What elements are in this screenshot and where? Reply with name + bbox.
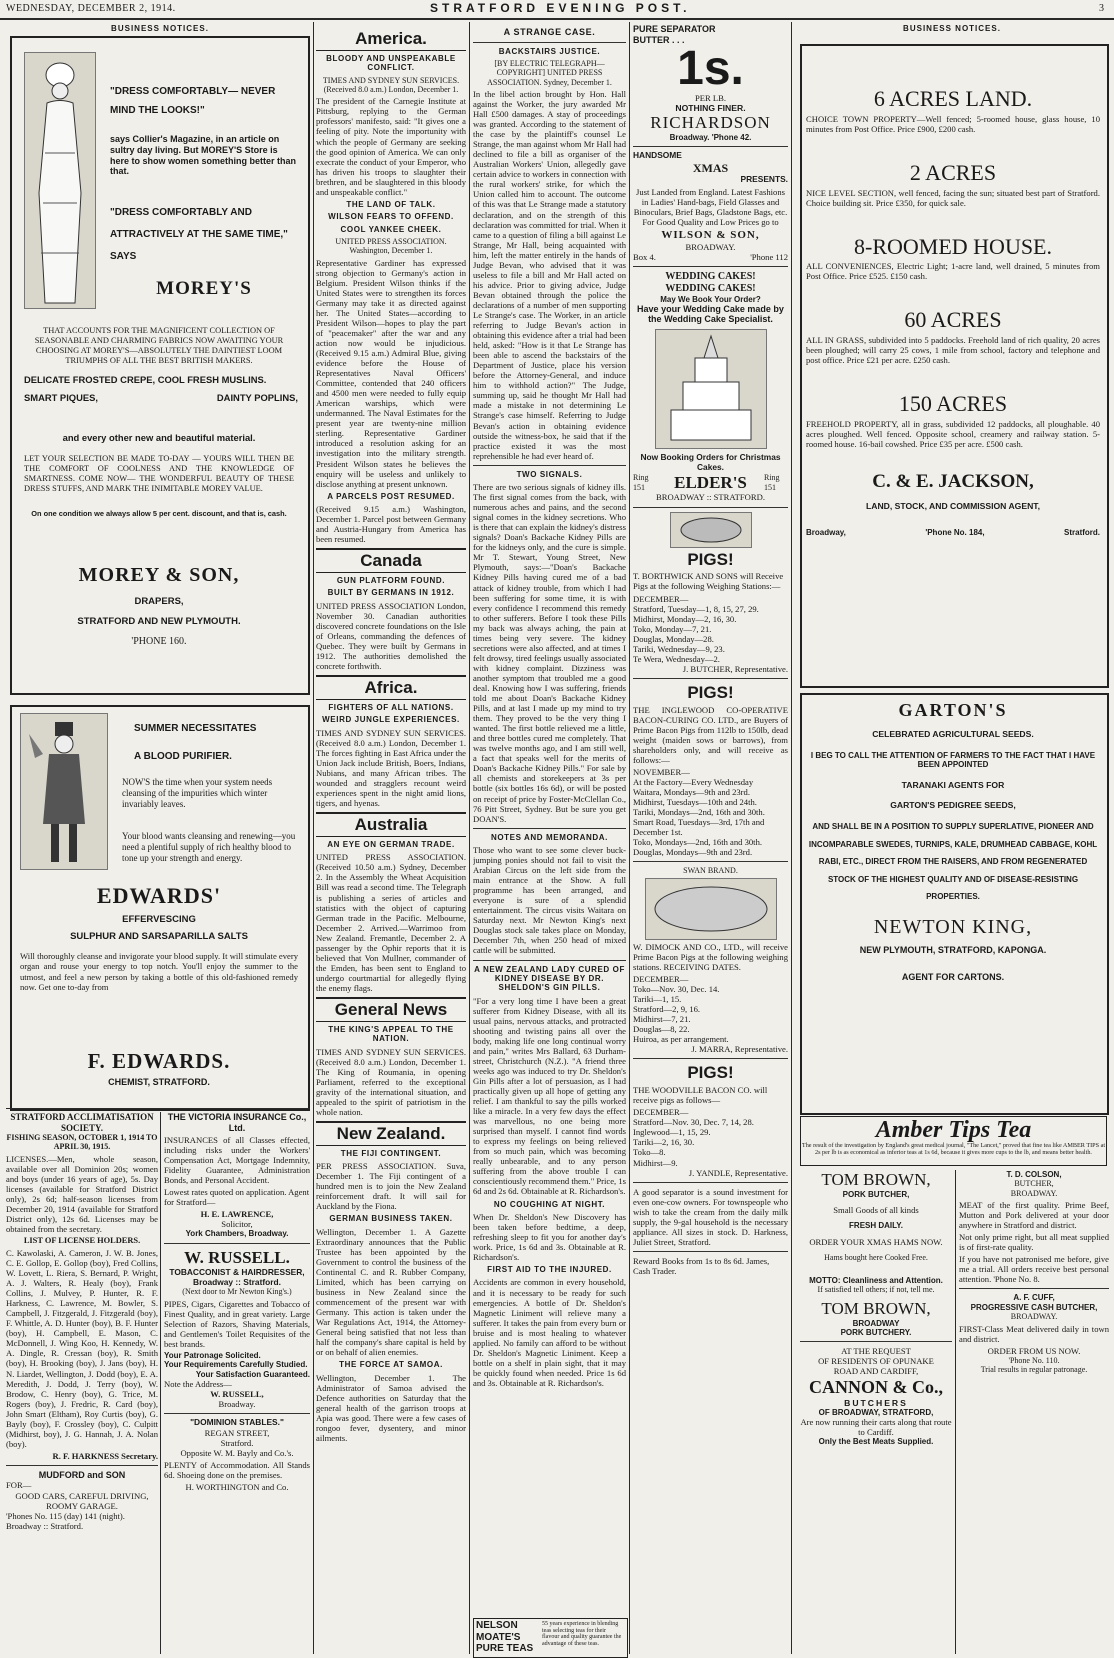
bacon-pig-icon: [646, 879, 776, 939]
tom-brown-hams: Hams bought here Cooked Free.: [824, 1252, 928, 1262]
inglewood-text: THE INGLEWOOD CO-OPERATIVE BACON-CURING CO. LTD., are Buyers of Prime Bacon Pigs from 112lb to 150lb, dead weight (maiden sows or barrows), from shareholders only, and will receive as follows:—: [633, 704, 788, 765]
russell-note: Note the Address—: [164, 1379, 232, 1390]
nelson-moates-text: 55 years experience in blending teas selecting teas for their flavour and quality guarantee the advantage of these teas.: [542, 1621, 622, 1647]
moreys-line-2a: SMART PIQUES,: [24, 392, 98, 403]
butter-price: 1s.: [677, 42, 744, 96]
canada-sub-2: BUILT BY GERMANS IN 1912.: [327, 588, 455, 598]
edwards-headline: SUMMER NECESSITATES: [134, 723, 257, 734]
acclimatisation-secretary: R. F. HARKNESS Secretary.: [52, 1450, 158, 1461]
date-item: Huiroa, as per arrangement.: [633, 1034, 729, 1045]
tom-brown-firm: TOM BROWN,: [821, 1170, 931, 1189]
mudford-text: GOOD CARS, CAREFUL DRIVING, ROOMY GARAGE.: [15, 1490, 149, 1511]
victoria-insurance-title: THE VICTORIA INSURANCE Co., Ltd.: [167, 1112, 307, 1133]
pigs-heading-2: PIGS!: [687, 682, 734, 702]
backstairs-justice-sub: BACKSTAIRS JUSTICE.: [498, 46, 601, 56]
butter-line-2: BUTTER . . .: [633, 34, 685, 45]
borthwick-stations: [633, 604, 788, 664]
america-text-1: The president of the Carnegie Institute at Pittsburg, replying to the German professors' manifesto, said: "It gives one a feeling of pity. Note the importunity with which the people of Germany are seeking the good opinion of America. We can only execrate the conduct of your Emperor, who has driven his troops to slaughter their brethren, and be slaughtered in this bloody and unspeakable conflict.": [316, 96, 466, 197]
divider: [473, 960, 626, 961]
jackson-stratford: Stratford.: [1064, 527, 1100, 537]
cuff-firm: A. F. CUFF,: [1013, 1293, 1055, 1303]
column-rule: [629, 22, 630, 1654]
mudford-for: FOR—: [6, 1480, 32, 1491]
russell-requirements: Your Requirements Carefully Studied.: [164, 1360, 308, 1370]
moates-word: MOATE'S: [476, 1631, 521, 1643]
section-rule: [6, 1108, 310, 1109]
america-source-1: TIMES AND SYDNEY SUN SERVICES. (Received 8.0 a.m.) London, December 1.: [322, 75, 460, 94]
borthwick-rep: J. BUTCHER, Representative.: [682, 663, 788, 674]
gartons-text-3: GARTON'S PEDIGREE SEEDS,: [890, 799, 1016, 810]
xmas-text: Just Landed from England. Latest Fashions in Ladies' Hand-bags, Field Glasses and Binoculars, Brief Bags, Gladstone Bags, etc. For Good Quality and Low Prices go to: [633, 187, 788, 228]
separator-text: A good separator is a sound investment for even one-cow owners. For townspeople who wish to take the cream from the daily milk supply, the 9-gal household is the necessary appliance. All sizes in stock. D. Harkness, Juliet Street, Stratford.: [633, 1186, 788, 1247]
wedding-cakes-1: WEDDING CAKES!: [665, 271, 756, 283]
moreys-text-3: LET YOUR SELECTION BE MADE TO-DAY — YOURS WILL THEN BE THE COMFORT OF COOLNESS AND THE KNOWLEDGE OF SMARTNESS. COME NOW— THE WONDERFUL BEAUTY OF THESE DRESS STUFFS, AND MARK THE INIMITABLE MOREY VALUE.: [24, 454, 294, 494]
lady-figure-icon: [25, 53, 95, 308]
russell-firm: W. RUSSELL.: [184, 1247, 290, 1267]
america-sub-4: COOL YANKEE CHEEK.: [340, 224, 442, 234]
tom-brown-order: ORDER YOUR XMAS HAMS NOW.: [809, 1236, 943, 1247]
station-item: Midhirst, Tuesdays—10th and 24th.: [633, 797, 757, 808]
station-item: Stratford, Tuesday—1, 8, 15, 27, 29.: [633, 603, 759, 614]
colson-firm: T. D. COLSON,: [1006, 1170, 1062, 1179]
divider: [473, 42, 626, 43]
newton-king-firm: NEWTON KING,: [873, 915, 1033, 938]
acclimatisation-notice: [6, 1112, 158, 1652]
wedding-cakes-question: May We Book Your Order?: [660, 294, 761, 304]
borthwick-month: DECEMBER—: [633, 593, 689, 604]
moreys-store-name: MOREY'S: [156, 278, 252, 299]
town-crier-illustration: [20, 713, 108, 870]
colson-cuff-ads: [959, 1170, 1109, 1654]
dominion-stables-city: Stratford.: [220, 1438, 254, 1449]
russell-patronage: Your Patronage Solicited.: [164, 1350, 261, 1360]
swan-brand: SWAN BRAND.: [683, 866, 738, 876]
station-item: Tariki, Mondays—2nd, 16th and 30th.: [633, 807, 765, 818]
america-text-2: Representative Gardiner has expressed strong objection to Germany's action in Belgium. President Wilson thinks if the United States were to strengthen its forces Germany may take it as directed against her. The United States—according to President Wilson—hopes to play the part of "peacemaker" after the war and any action now would be injudicious. (Received 9.15 a.m.) Admiral Blue, giving evidence before the House of Representatives Naval Officers' Committee, contended that 240 officers and 4500 men were needed to fully equip American warships, which were undermanned. The Naval Estimates for the present year are twenty-nine million sterling. Representative Gardiner introduced a resolution asking for an investigation into the military strength. President Wilson states he believes the enquiry will be useless and unlikely to disclose anything at present unknown.: [316, 257, 466, 489]
two-signals-text: There are two serious signals of kidney ills. The first signal comes from the back, with numerous aches and pains, and the second signal comes in the kidney secretions. Who is there that can explain the kidney's distress signals? Doan's Backache Kidney Pills are for the kidneys only, and the cure is simple. Mr T. Stewart, Young Street, New Plymouth, says:—"Doan's Backache Kidney Pills having cured me of a bad attack of kidney trouble, from which I had been suffering for some time, it is with every confidence I recommend this remedy to other sufferers. Before I took these Pills my back was always aching, the pain at times being very severe. The kidney secretions were also affected, and at times I felt drowsy, tired feelings usually associated with kidney complaint. Dizziness was another symptom that troubled me a good deal. Knowing how I was suffering, friends told me about Doan's Backache Kidney Pills, and at last I made up my mind to try them. They proved to be the very thing I wanted. The first bottle relieved me a little, and three bottles cured me completely. That was twelve months ago, and I am still well, a fact that speaks well for the merits of Doan's Backache Kidney Pills." For sale by all chemists and storekeepers at 3s per bottle (six bottles 16s 6d), or will be posted on receipt of price by Foster-McClellan Co., 76 Pitt Street, Sydney. But be sure you get DOAN'S.: [473, 482, 626, 824]
first-aid-heading: FIRST AID TO THE INJURED.: [487, 1265, 612, 1275]
edwards-text-1: NOW'S the time when your system needs cleansing of the impurities which winter invariably leaves.: [122, 777, 273, 809]
tom-brown-pork-butchery: PORK BUTCHERY.: [840, 1328, 912, 1337]
nz-lady-cured-text: "For a very long time I have been a great sufferer from Kidney Disease, with all its usual pains, nervous attacks, and protracted shooting and twisting pains all over the body, making life one long continual worry and pain," writes Mrs Ballard, 63 Durham-street, Christchurch (N.Z.). "A friend three weeks ago was induced to try Dr. Sheldon's Gin Pills after a lot of persuasion, as I had practically given up all hope of getting any relief. I am thankful to say the pills worked like a miracle. In a very few days the effect was marvellous, no one being more surprised than myself. I cannot find words to express my feelings on being relieved from so much pain, which was becoming really unbearable, and to any person suffering from the above trouble I can conscientiously recommend them." Price, 1s 6d and 2s 6d. Obtainable at R. Richardson's.: [473, 995, 626, 1197]
nz-lady-cured-heading: A NEW ZEALAND LADY CURED OF KIDNEY DISEASE BY DR. SHELDON'S GIN PILLS.: [474, 964, 625, 993]
moreys-line-2b: DAINTY POPLINS,: [216, 392, 298, 403]
land-3-text: ALL CONVENIENCES, Electric Light; 1-acre land, well drained, 5 minutes from Post Office. Price £525. £150 cash.: [806, 261, 1100, 282]
elders-firm: ELDER'S: [674, 472, 747, 492]
jackson-contact-row: [806, 528, 1100, 537]
column-rule: [313, 22, 314, 1654]
cannon-firm: CANNON & Co.,: [809, 1376, 943, 1397]
australia-text: UNITED PRESS ASSOCIATION. (Received 10.50 a.m.) Sydney, December 2. In the Assembly the Wheat Acquisition Bill was read a second time. The Telegraph is publishing a series of articles and statistics with the object of capturing German trade in the Pacific. Melbourne, December 2. Arrived.—Warrimoo from New Zealand. Fremantle, December 2. A passenger by the Ophir reports that it is believed that Von Mullner, commander of the Emden, has been sent to England to undergo courtmartial for allegedly flying the enemy flags.: [316, 852, 466, 993]
colson-text-2: Not only prime right, but all meat supplied is of first-rate quality.: [959, 1232, 1109, 1253]
moreys-line-3: and every other new and beautiful material.: [62, 432, 256, 443]
moreys-address: STRATFORD AND NEW PLYMOUTH.: [77, 616, 241, 627]
gartons-text-1: I BEG TO CALL THE ATTENTION OF FARMERS TO THE FACT THAT I HAVE BEEN APPOINTED: [810, 751, 1096, 770]
russell-sub: TOBACCONIST & HAIRDRESSER,: [169, 1266, 305, 1277]
nz-text-3: Wellington, December 1. The Administrator of Samoa advised the Defence authorities on Saturday that the general health of the garrison troops at Apia was good. There were a few cases of rongoo fever, dysentery, and minor ailments.: [316, 1372, 466, 1443]
moreys-quote-2: "DRESS COMFORTABLY AND ATTRACTIVELY AT THE SAME TIME," SAYS: [110, 207, 288, 262]
general-news-heading: General News: [316, 997, 466, 1022]
wedding-cake-illustration: [655, 329, 767, 449]
cannon-text: Are now running their carts along that route to Cardiff.: [800, 1416, 952, 1437]
notes-memoranda-text: Those who want to see some clever buck-jumping ponies should not fail to visit the Arabian Circus on the left side from the main entrance at the Show. A full programme has been arranged, and everyone is sure of a splendid entertainment. The circus visits Waitara on Saturday next. Mr Newton King's next Douglas stock sale takes place on Monday, December 7th, when 250 head of mixed cattle will be submitted.: [473, 845, 626, 956]
victoria-agent: H. E. LAWRENCE,: [200, 1209, 274, 1220]
date-item: Inglewood—1, 15, 29.: [633, 1127, 711, 1138]
dimock-rep: J. MARRA, Representative.: [691, 1044, 788, 1055]
america-text-3: (Received 9.15 a.m.) Washington, December 1. Parcel post between Germany and Austria-Hungary from America has been resumed.: [316, 504, 466, 545]
wedding-cakes-2: WEDDING CAKES!: [665, 282, 756, 294]
dimock-text: W. DIMOCK AND CO., LTD., will receive Prime Bacon Pigs at the following weighing stations. RECEIVING DATES.: [633, 941, 788, 972]
russell-next-door: (Next door to Mr Newton King's.): [182, 1287, 292, 1297]
divider: [633, 266, 788, 267]
fashion-lady-illustration: [24, 52, 96, 309]
mudford-phone: 'Phones No. 115 (day) 141 (night).: [6, 1510, 125, 1521]
dominion-stables-street: REGAN STREET,: [204, 1427, 270, 1438]
jackson-phone: 'Phone No. 184,: [925, 527, 985, 537]
cannon-address: OF BROADWAY, STRATFORD,: [818, 1407, 934, 1417]
divider: [164, 1413, 310, 1414]
cuff-address: BROADWAY.: [1010, 1312, 1058, 1322]
moreys-ad: [14, 40, 304, 688]
moreys-discount: On one condition we always allow 5 per cent. discount, and that is, cash.: [31, 509, 287, 518]
dimock-month: DECEMBER—: [633, 973, 689, 984]
canada-text: UNITED PRESS ASSOCIATION London, November 30. Canadian authorities discovered concrete foundations on the Isle of Orleans, commanding the defences of Quebec. They were built by Germans in 1912. The authorities demolished the concrete forthwith.: [316, 600, 466, 672]
xmas-line-3: PRESENTS.: [740, 174, 788, 185]
first-aid-text: Accidents are common in every household, and it is necessary to be ready for such emergencies. A bottle of Dr. Sheldon's Magnetic Liniment will relieve many a sufferer. It takes the pain from every burn or bruise and is most healing to whatever applied. No family can afford to be without Dr. Sheldon's Magnetic Liniment. Keep a bottle on a shelf in plain sight, that it may be quickly found when needed. Price 1s 6d and 3s. Obtainable at R. Richardson's.: [473, 1277, 626, 1388]
date-item: Tariki—2, 16, 30.: [633, 1137, 695, 1148]
tom-brown-goods: Small Goods of all kinds: [833, 1205, 919, 1216]
wilson-box: Box 4.: [633, 252, 656, 263]
inglewood-stations: [633, 777, 788, 857]
tom-brown-cannon-ads: [800, 1170, 952, 1654]
business-notices-header: [10, 24, 310, 36]
gartons-text-2: TARANAKI AGENTS FOR: [901, 779, 1005, 790]
town-crier-icon: [21, 714, 107, 869]
gartons-heading: GARTON'S: [898, 700, 1008, 720]
station-item: Te Wera, Wednesday—2.: [633, 653, 720, 664]
canada-heading: Canada: [316, 548, 466, 573]
gartons-text-4: AND SHALL BE IN A POSITION TO SUPPLY SUPERLATIVE, PIONEER AND INCOMPARABLE SWEDES, TURNIPS, KALE, DRUMHEAD CABBAGE, KOHL RABI, ETC., DIRECT FROM THE RAISERS, AND FROM REGENERATED STOCK OF THE HIGHEST QUALITY AND OF DISEASE-RESISTING PROPERTIES.: [808, 821, 1098, 902]
column-rule: [469, 22, 470, 1654]
wilson-contact-row: [633, 252, 788, 262]
date-item: Toko—Nov. 30, Dec. 14.: [633, 984, 720, 994]
amber-tips-text: The result of the investigation by England's great medical journal, "The Lancet," proved that fine tea like AMBER TIPS at 2s per lb is as economical as inferior teas at 1s 6d, because it gives more cups to the lb, and means better health.: [801, 1142, 1106, 1157]
column-rule: [791, 22, 792, 1654]
moreys-phone: 'PHONE 160.: [131, 636, 187, 647]
tom-brown-fresh: FRESH DAILY.: [849, 1221, 903, 1231]
amber-tips-ad: [800, 1116, 1107, 1166]
divider: [633, 1182, 788, 1183]
australia-sub: AN EYE ON GERMAN TRADE.: [327, 839, 455, 849]
edwards-chemist: CHEMIST, STRATFORD.: [108, 1077, 210, 1087]
date-item: Tariki—1, 15.: [633, 994, 682, 1005]
war-news-column: [316, 24, 466, 1654]
woodville-month: DECEMBER—: [633, 1107, 689, 1118]
divider: [473, 828, 626, 829]
butter-per-lb: PER LB.: [694, 93, 727, 104]
land-1-text: CHOICE TOWN PROPERTY—Well fenced; 5-roomed house, glass house, 10 minutes from Post Office. Price £900, £200 cash.: [806, 113, 1100, 134]
colson-address: BROADWAY.: [1010, 1188, 1058, 1198]
victoria-insurance-text: INSURANCES of all Classes effected, including risks under the Workers' Compensation Act, Mortgage Indemnity, Fidelity Guarantee, Administration Bonds, and Personal Accident.: [164, 1135, 310, 1186]
russell-broadway: Broadway.: [218, 1399, 256, 1410]
cuff-sub: PROGRESSIVE CASH BUTCHER,: [970, 1302, 1098, 1312]
divider: [633, 146, 788, 147]
land-5-heading: 150 ACRES: [898, 391, 1008, 417]
date-item: Midhirst—9.: [633, 1157, 678, 1168]
station-item: Midhirst, Monday—2, 16, 30.: [633, 613, 737, 624]
newton-king-agent: AGENT FOR CARTONS.: [901, 971, 1005, 982]
moreys-quote-1: "DRESS COMFORTABLY— NEVER MIND THE LOOKS!": [110, 86, 276, 116]
nz-sub-1: THE FIJI CONTINGENT.: [340, 1148, 442, 1158]
cuff-phone: 'Phone No. 110.: [1008, 1355, 1060, 1365]
elders-ring-1: Ring 151: [633, 473, 649, 492]
station-item: Douglas, Mondays—9th and 23rd.: [633, 847, 753, 858]
page-number: 3: [1099, 3, 1104, 14]
station-item: At the Factory—Every Wednesday: [633, 777, 754, 788]
divider: [633, 678, 788, 679]
strange-case-text: In the libel action brought by Hon. Hall against the Worker, the jury awarded Mr Hall £500 damages. A stay of proceedings was granted. According to the statement of the case by the plaintiff's counsel Le Strange, the man against whom Mr Hall had declined to file a bill as organiser of the Australian Workers' Union, allegedly gave certain advice to workers in connection with the rural workers' strike, for which the Union called him to account. The outcome of this was that Le Strange made a statutory declaration, and on the strength of this declaration was committed for trial. When it came to a question of filing a bill against Le Strange, Mr Hall, being acquainted with him, left the matter entirely in the hands of Judge Bevan, who advised that it was useless to file a bill and Mr Hall acted on his advice. Prior to giving advice, Judge Bevan obtained through the police the declarations of a number of men supporting Le Strange's case. The Worker, in an article referring to Judge Bevan's action in obtaining this evidence after a trial had been held, asked: "How is it that Le Strange has been able to ascend the backstairs of the Department of Justice, place his version before the Attorney-General, and induce him to withhold action?" The Judge, summing up, said he thought Mr Hall had made a mistake in not determining Le Strange's case himself. Referring to Judge Bevan's action in obtaining evidence outside the witness-box, he said that if the practice existed it was the most reprehensible he had ever heard of.: [473, 88, 626, 461]
edwards-brand: EDWARDS': [96, 883, 222, 908]
column-rule: [955, 1170, 956, 1654]
pig-illustration: [670, 512, 752, 548]
cuff-text-3: Trial results in regular patronage.: [980, 1365, 1088, 1375]
ads-column-4: [633, 24, 788, 1654]
australia-heading: Australia: [316, 812, 466, 837]
divider: [473, 465, 626, 466]
russell-address: Broadway :: Stratford.: [193, 1276, 281, 1287]
colson-text-3: If you have not patronised me before, give me a trial. All orders receive best personal attention. 'Phone No. 8.: [959, 1254, 1109, 1285]
insurance-russell-stables: [164, 1112, 310, 1652]
victoria-address: York Chambers, Broadway.: [185, 1229, 289, 1239]
divider: [633, 1251, 788, 1252]
cannon-request-3: ROAD AND CARDIFF,: [833, 1366, 919, 1377]
america-source-2: UNITED PRESS ASSOCIATION. Washington, December 1.: [335, 236, 447, 256]
russell-satisfaction: Your Satisfaction Guaranteed.: [195, 1369, 310, 1379]
tom-brown-satisfied: If satisfied tell others; if not, tell me.: [817, 1285, 935, 1295]
edwards-firm: F. EDWARDS.: [87, 1049, 231, 1073]
moreys-drapers: DRAPERS,: [134, 596, 184, 607]
masthead-rule: [0, 18, 1114, 20]
jackson-ad: [806, 50, 1100, 680]
business-notices-label: BUSINESS NOTICES.: [111, 24, 209, 33]
land-4-text: ALL IN GRASS, subdivided into 5 paddocks. Freehold land of rich quality, 20 acres been ploughed; will carry 25 cows, 1 mile from school, factory and telephone and post office. Price £21 per acre. £250 cash.: [806, 335, 1100, 366]
victoria-solicitor: Solicitor,: [221, 1219, 253, 1230]
divider: [633, 507, 788, 508]
cuff-text-2: ORDER FROM US NOW.: [987, 1345, 1081, 1356]
mudford-address: Broadway :: Stratford.: [6, 1520, 84, 1531]
woodville-dates: [633, 1117, 788, 1167]
strange-case-source: [BY ELECTRIC TELEGRAPH—COPYRIGHT] UNITED PRESS ASSOCIATION. Sydney, December 1.: [487, 58, 612, 87]
cannon-request-1: AT THE REQUEST: [841, 1346, 911, 1357]
elders-address: BROADWAY :: STRATFORD.: [656, 492, 765, 503]
wedding-cakes-text: Have your Wedding Cake made by the Wedding Cake Specialist.: [637, 303, 784, 325]
nelson-moates-brand: [476, 1620, 540, 1655]
station-item: Toko, Mondays—2nd, 16th and 30th.: [633, 837, 763, 848]
america-heading: America.: [316, 28, 466, 51]
cannon-request-2: OF RESIDENTS OF OPUNAKE: [818, 1356, 934, 1367]
dominion-stables-opposite: Opposite W. M. Bayly and Co.'s.: [180, 1448, 294, 1459]
russell-text: PIPES, Cigars, Cigarettes and Tobacco of Finest Quality, and in great variety. Large Selection of Razors, Shaving Materials, and Gentlemen's Toilet Requisites of the best brands.: [164, 1298, 310, 1349]
elders-ring-2: Ring 151: [764, 473, 780, 492]
edwards-effervescing: EFFERVESCING: [122, 914, 196, 925]
mudford-title: MUDFORD and SON: [38, 1469, 126, 1480]
pigs-heading-1: PIGS!: [687, 549, 734, 569]
newton-king-address: NEW PLYMOUTH, STRATFORD, KAPONGA.: [859, 945, 1047, 956]
dominion-stables-text: PLENTY of Accommodation. All Stands 6d. Shoeing done on the premises.: [164, 1460, 310, 1481]
wilson-firm: WILSON & SON,: [661, 229, 760, 242]
land-3-heading: 8-ROOMED HOUSE.: [854, 233, 1052, 259]
notes-memoranda-heading: NOTES AND MEMORANDA.: [490, 832, 609, 842]
divider: [164, 1243, 310, 1244]
strange-case-column: [473, 24, 626, 1616]
divider: [633, 1058, 788, 1059]
xmas-line-1: HANDSOME: [633, 150, 682, 161]
station-item: Waitara, Mondays—9th and 23rd.: [633, 787, 750, 798]
acclimatisation-title: STRATFORD ACCLIMATISATION SOCIETY.: [10, 1112, 154, 1133]
jackson-firm: C. & E. JACKSON,: [872, 471, 1034, 493]
richardson-address: Broadway. 'Phone 42.: [669, 133, 752, 142]
no-coughing-text: When Dr. Sheldon's New Discovery has been taken before bedtime, a deep, refreshing sleep to fit you for another day's work. Price, 1s 6d and 3s. Obtainable at R. Richardson's.: [473, 1211, 626, 1263]
america-sub-1: BLOODY AND UNSPEAKABLE CONFLICT.: [326, 53, 456, 73]
america-sub-5: A PARCELS POST RESUMED.: [327, 491, 455, 501]
divider: [6, 1465, 158, 1466]
africa-sub-1: FIGHTERS OF ALL NATIONS.: [328, 703, 454, 712]
licenses-text: LICENSES.—Men, whole season, available over all Dominion 20s; women and boys (under 16 years of age), 5s. Day licenses (available for Stratford District only), 2s 6d; half-season licenses from December 20, 1914 (available for Stratford District only), 12s 6d. Licenses may be obtained from the secretary.: [6, 1153, 158, 1235]
nz-sub-2: GERMAN BUSINESS TAKEN.: [329, 1214, 453, 1224]
pure-teas-word: PURE TEAS: [476, 1643, 534, 1654]
reward-books: Reward Books from 1s to 8s 6d. James, Cash Trader.: [633, 1255, 770, 1276]
divider: [633, 861, 788, 862]
woodville-rep: J. YANDLE, Representative.: [688, 1167, 788, 1178]
station-item: Toko, Monday—7, 21.: [633, 623, 712, 634]
date-item: Douglas—8, 22.: [633, 1024, 690, 1035]
wilson-address: BROADWAY.: [685, 242, 736, 253]
divider: [800, 1341, 952, 1342]
dominion-stables-title: "DOMINION STABLES.": [190, 1417, 284, 1428]
land-1-heading: 6 ACRES LAND.: [873, 86, 1033, 111]
pigs-heading-4: PIGS!: [687, 1063, 734, 1083]
xmas-line-2: XMAS: [692, 161, 729, 176]
tom-brown-motto: MOTTO: Cleanliness and Attention.: [809, 1276, 943, 1286]
elders-row: [633, 473, 788, 493]
two-signals-heading: TWO SIGNALS.: [516, 469, 583, 479]
issue-date: WEDNESDAY, DECEMBER 2, 1914.: [6, 3, 176, 14]
butter-line-1: PURE SEPARATOR: [633, 24, 716, 34]
africa-heading: Africa.: [316, 675, 466, 700]
station-item: Tariki, Wednesday—9, 23.: [633, 643, 725, 654]
date-item: Midhirst—7, 21.: [633, 1014, 691, 1025]
edwards-subhead: A BLOOD PURIFIER.: [134, 751, 232, 762]
masthead: [0, 0, 1114, 18]
america-sub-2: THE LAND OF TALK.: [346, 199, 436, 209]
cuff-text-1: FIRST-Class Meat delivered daily in town and district.: [959, 1323, 1109, 1344]
bacon-pig-illustration: [645, 878, 777, 940]
date-item: Toko—8.: [633, 1147, 666, 1158]
land-4-heading: 60 ACRES: [904, 307, 1002, 333]
gartons-ad: [806, 700, 1100, 1108]
jackson-sub: LAND, STOCK, AND COMMISSION AGENT,: [866, 501, 1040, 512]
cannon-only: Only the Best Meats Supplied.: [818, 1437, 934, 1447]
russell-firm-2: W. RUSSELL,: [210, 1389, 264, 1400]
richardson-firm: RICHARDSON: [650, 113, 771, 133]
license-holders-heading: LIST OF LICENSE HOLDERS.: [23, 1236, 141, 1246]
nelson-word: NELSON: [476, 1620, 518, 1631]
date-item: Stratford—2, 9, 16.: [633, 1004, 701, 1015]
moreys-line-1: DELICATE FROSTED CREPE, COOL FRESH MUSLINS.: [24, 374, 267, 385]
new-zealand-heading: New Zealand.: [316, 1121, 466, 1146]
general-news-sub: THE KING'S APPEAL TO THE NATION.: [328, 1024, 454, 1044]
general-news-text: TIMES AND SYDNEY SUN SERVICES. (Received 8.0 a.m.) London, December 1. The King of Roumania, in opening Parliament, referred to the exceptional gravity of the international situation, and appealed to the spirit of patriotism in the whole nation.: [316, 1046, 466, 1117]
wilson-phone: 'Phone 112: [750, 252, 788, 263]
christmas-cakes: Now Booking Orders for Christmas Cakes.: [640, 451, 781, 472]
edwards-salts: SULPHUR AND SARSAPARILLA SALTS: [70, 931, 248, 942]
moreys-text-2: THAT ACCOUNTS FOR THE MAGNIFICENT COLLECTION OF SEASONABLE AND CHARMING FABRICS NOW AWAITING YOUR CHOOSING AT MOREY'S—ABSOLUTELY THE DAINTIEST LOOM TRIUMPHS OF ALL THE BEST BRITISH MAKERS.: [34, 326, 284, 366]
fishing-season: FISHING SEASON, OCTOBER 1, 1914 TO APRIL 30, 1915.: [6, 1133, 158, 1152]
colson-text-1: MEAT of the first quality. Prime Beef, Mutton and Pork delivered at your door anywhere in Stratford and district.: [959, 1200, 1109, 1231]
moreys-text-1: says Collier's Magazine, in an article on sultry day living. But MOREY'S Store is here to show women something better than that.: [110, 134, 297, 177]
date-item: Stratford—Nov. 30, Dec. 7, 14, 28.: [633, 1117, 754, 1128]
no-coughing-heading: NO COUGHING AT NIGHT.: [493, 1199, 606, 1209]
strange-case-heading: A STRANGE CASE.: [503, 27, 596, 37]
cannon-sub: BUTCHERS: [844, 1397, 908, 1408]
business-notices-label-2: BUSINESS NOTICES.: [903, 24, 1001, 33]
land-2-heading: 2 ACRES: [909, 159, 997, 185]
pig-icon: [671, 513, 751, 547]
edwards-ad: [14, 709, 304, 1105]
station-item: Douglas, Monday—28.: [633, 633, 714, 644]
nelson-moates-ad: [473, 1618, 628, 1658]
edwards-text-2: Your blood wants cleansing and renewing—you need a plentiful supply of rich healthy blood to tone up your strength and energy.: [122, 831, 296, 863]
dominion-stables-firm: H. WORTHINGTON and Co.: [185, 1482, 289, 1493]
jackson-broadway: Broadway,: [806, 527, 846, 537]
victoria-rates: Lowest rates quoted on application. Agent for Stratford—: [164, 1187, 310, 1208]
america-sub-3: WILSON FEARS TO OFFEND.: [328, 212, 454, 222]
inglewood-month: NOVEMBER—: [633, 767, 690, 778]
business-notices-header-2: [794, 24, 1110, 36]
divider: [959, 1288, 1109, 1289]
tom-brown-firm-2: TOM BROWN,: [821, 1298, 931, 1318]
edwards-text-3: Will thoroughly cleanse and invigorate your blood supply. It will stimulate every organ and rouse your energy to top notch. You'll enjoy the summer to the utmost, and feel a new person by taking a bottle of this old-fashioned remedy now. Get one to-day from: [20, 951, 298, 992]
africa-sub-2: WEIRD JUNGLE EXPERIENCES.: [322, 715, 460, 725]
wedding-cake-icon: [656, 330, 766, 448]
station-item: Smart Road, Tuesdays—3rd, 17th and December 1st.: [633, 817, 765, 838]
nz-sub-3: THE FORCE AT SAMOA.: [339, 1360, 443, 1370]
license-holders-list: C. Kawolaski, A. Cameron, J. W. B. Jones, C. E. Gollop, E. Gollop (boy), Fred Collins, W. Lovett, L. Riera, S. Bernard, P. Wright, A. J. Walters, R. Healy (boy), Frank Collins, J. Mulvey, P. Hunter, R. F. Harkness, C. Lawrence, M. Bowler, S. Campbell, J. Fitzgerald, J. Fitzgerald (boy), F. Whittle, A. D. Hunter (boy), B. F. Hunter (boy), H. Campbell, E. Mason, C. McDonnell, J. Wing Koo, H. Kennedy, W. A. Dingle, R. Cressan (boy), R. Smith (boy), H. Brooking (boy), J. Jans (boy), H. N. Liardet, Wellington, J. Dodd (boy), E. A. Meredith, J. Dodd, J. Terry (boy), W. Brodow, C. Henry (boy), G. Trice, M. Rogers (boy), J. Fredric, R. Card (boy), John Smart (Eltham), Roy Curtis (boy), G. Bayly (boy), F. Crossley (boy), C. Culpitt (Midhirst, boy), J. G. Hannah, J. A. Nolan (boy).: [6, 1247, 158, 1449]
tom-brown-sub: PORK BUTCHER,: [842, 1189, 910, 1199]
moreys-firm-name: MOREY & SON,: [78, 564, 240, 586]
gartons-sub: CELEBRATED AGRICULTURAL SEEDS.: [872, 729, 1034, 740]
canada-sub-1: GUN PLATFORM FOUND.: [336, 576, 446, 586]
nothing-finer: NOTHING FINER.: [675, 103, 746, 114]
colson-sub: BUTCHER,: [1014, 1179, 1054, 1189]
land-2-text: NICE LEVEL SECTION, well fenced, facing the sun; situated best part of Stratford. Choice building sit. Price £350, for quick sale.: [806, 187, 1100, 208]
woodville-text: THE WOODVILLE BACON CO. will receive pigs as follows—: [633, 1085, 768, 1106]
africa-text: TIMES AND SYDNEY SUN SERVICES. (Received 8.0 a.m.) London, December 1. The forces fighting in East Africa under the Union Jack include British, Boers, Indians, Nubians, and many African tribes. The wounded and stragglers recount weird experiences spent in the night amid lions, tigers, and hyenas.: [316, 727, 466, 809]
borthwick-text: T. BORTHWICK AND SONS will Receive Pigs at the following Weighing Stations:—: [633, 571, 784, 592]
nz-text-1: PER PRESS ASSOCIATION. Suva, December 1. The Fiji contingent of a hundred men is to join the New Zealand reinforcement draft. It will sail for Auckland by the Fiona.: [316, 1161, 466, 1212]
tom-brown-broadway: BROADWAY: [852, 1318, 900, 1328]
amber-tips-brand: Amber Tips Tea: [875, 1117, 1032, 1143]
column-rule: [160, 1112, 161, 1654]
nz-text-2: Wellington, December 1. A Gazette Extraordinary announces that the Public Trustee has been appointed by the Government to control the business of the Continental C. and R. Rubber Company, Limited, which has been carrying on business in New Zealand since the commencement of the present war with Germany. This action is taken under the War Regulations Act, 1914, the Attorney-General being satisfied that not less than half the company's share capital is held by or on behalf of alien enemies.: [316, 1226, 466, 1358]
paper-title: STRATFORD EVENING POST.: [430, 1, 691, 15]
land-5-text: FREEHOLD PROPERTY, all in grass, subdivided 12 paddocks, all ploughable. 40 acres ploughed. Well fenced. Opposite school, creamery and railway station. 5-roomed house. 16-bail cowshed. Price £35 per acre. £500 cash.: [806, 419, 1100, 450]
dimock-dates: [633, 984, 788, 1044]
